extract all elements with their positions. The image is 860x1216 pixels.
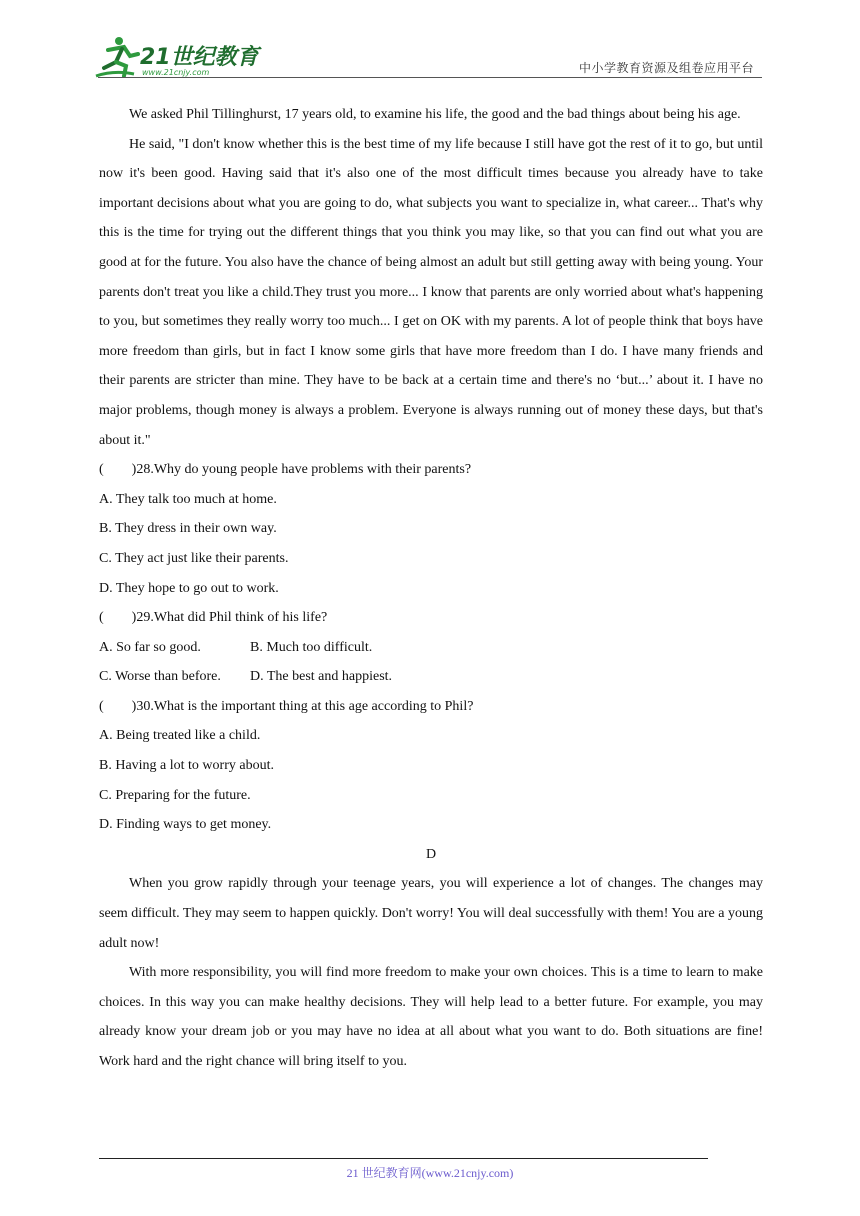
question-30-option-a: A. Being treated like a child. xyxy=(99,728,261,744)
question-28-option-c: C. They act just like their parents. xyxy=(99,550,289,566)
footer-divider xyxy=(99,1158,708,1159)
question-29-stem: ( )29.What did Phil think of his life? xyxy=(99,610,328,626)
question-30-option-c: C. Preparing for the future. xyxy=(99,787,251,803)
passage-c-paragraph-2: He said, "I don't know whether this is the best time of my life because I still have got the rest of it to go, but until now it's been good. Having said that it's also one of the most difficult times because you already have to take important decisions about what you are going to do, what subjects you want to specialize in, what career... That's why this is the time for trying out the different things that you think you may like, so that you can find out what you are good at for the future. You also have the chance of being almost an adult but still getting away with being young. Your parents don't treat you like a child.They trust you more... I know that parents are only worried about what's happening to you, but sometimes they really worry too much... I get on OK with my parents. A lot of people think that boys have more freedom than girls, but in fact I know some girls that have more freedom than I do. I have many friends and their parents are stricter than mine. They have to be back at a certain time and there's no ‘but...’ about it. I have no major problems, though money is always a problem. Everyone is always running out of money these days, but that's about it." xyxy=(99,136,763,448)
site-logo[interactable] xyxy=(94,34,264,78)
logo-text: 21世纪教育 xyxy=(140,45,259,70)
question-30-option-b: B. Having a lot to worry about. xyxy=(99,758,274,774)
passage-c-paragraph-1: We asked Phil Tillinghurst, 17 years old, to examine his life, the good and the bad things about being his age. xyxy=(129,107,741,122)
page-header xyxy=(0,0,860,80)
question-28-stem: ( )28.Why do young people have problems with their parents? xyxy=(99,462,472,478)
question-29-option-a: A. So far so good. xyxy=(99,639,201,655)
header-divider xyxy=(98,77,762,78)
footer-link[interactable]: 21 世纪教育网(www.21cnjy.com) xyxy=(346,1166,514,1180)
logo-runner-icon xyxy=(94,34,264,78)
question-29-option-b: B. Much too difficult. xyxy=(250,639,373,655)
question-28-option-b: B. They dress in their own way. xyxy=(99,521,277,537)
question-30-stem: ( )30.What is the important thing at this age according to Phil? xyxy=(99,698,474,714)
question-28-option-d: D. They hope to go out to work. xyxy=(99,580,279,596)
question-29-option-c: C. Worse than before. xyxy=(99,669,221,685)
question-30-option-d: D. Finding ways to get money. xyxy=(99,817,272,833)
passage-d-heading: D xyxy=(425,846,437,862)
question-29-options-row-1 xyxy=(99,633,763,663)
question-29-options-row-2 xyxy=(99,662,763,692)
platform-name: 中小学教育资源及组卷应用平台 xyxy=(578,61,754,75)
question-29-option-d: D. The best and happiest. xyxy=(250,669,393,685)
passage-d-paragraph-1: When you grow rapidly through your teenage years, you will experience a lot of changes. The changes may seem difficult. They may seem to happen quickly. Don't worry! You will deal successfully with them! You are a young adult now! xyxy=(99,876,763,951)
logo-url: www.21cnjy.com xyxy=(142,68,210,77)
passage-d-paragraph-2: With more responsibility, you will find more freedom to make your own choices. This is a time to learn to make choices. In this way you can make healthy decisions. They will help lead to a better future. For example, you may already know your dream job or you may have no idea at all about what you want to do. Both situations are fine! Work hard and the right chance will bring itself to you. xyxy=(99,965,763,1069)
document-body xyxy=(99,100,763,1077)
question-28-option-a: A. They talk too much at home. xyxy=(99,491,277,507)
